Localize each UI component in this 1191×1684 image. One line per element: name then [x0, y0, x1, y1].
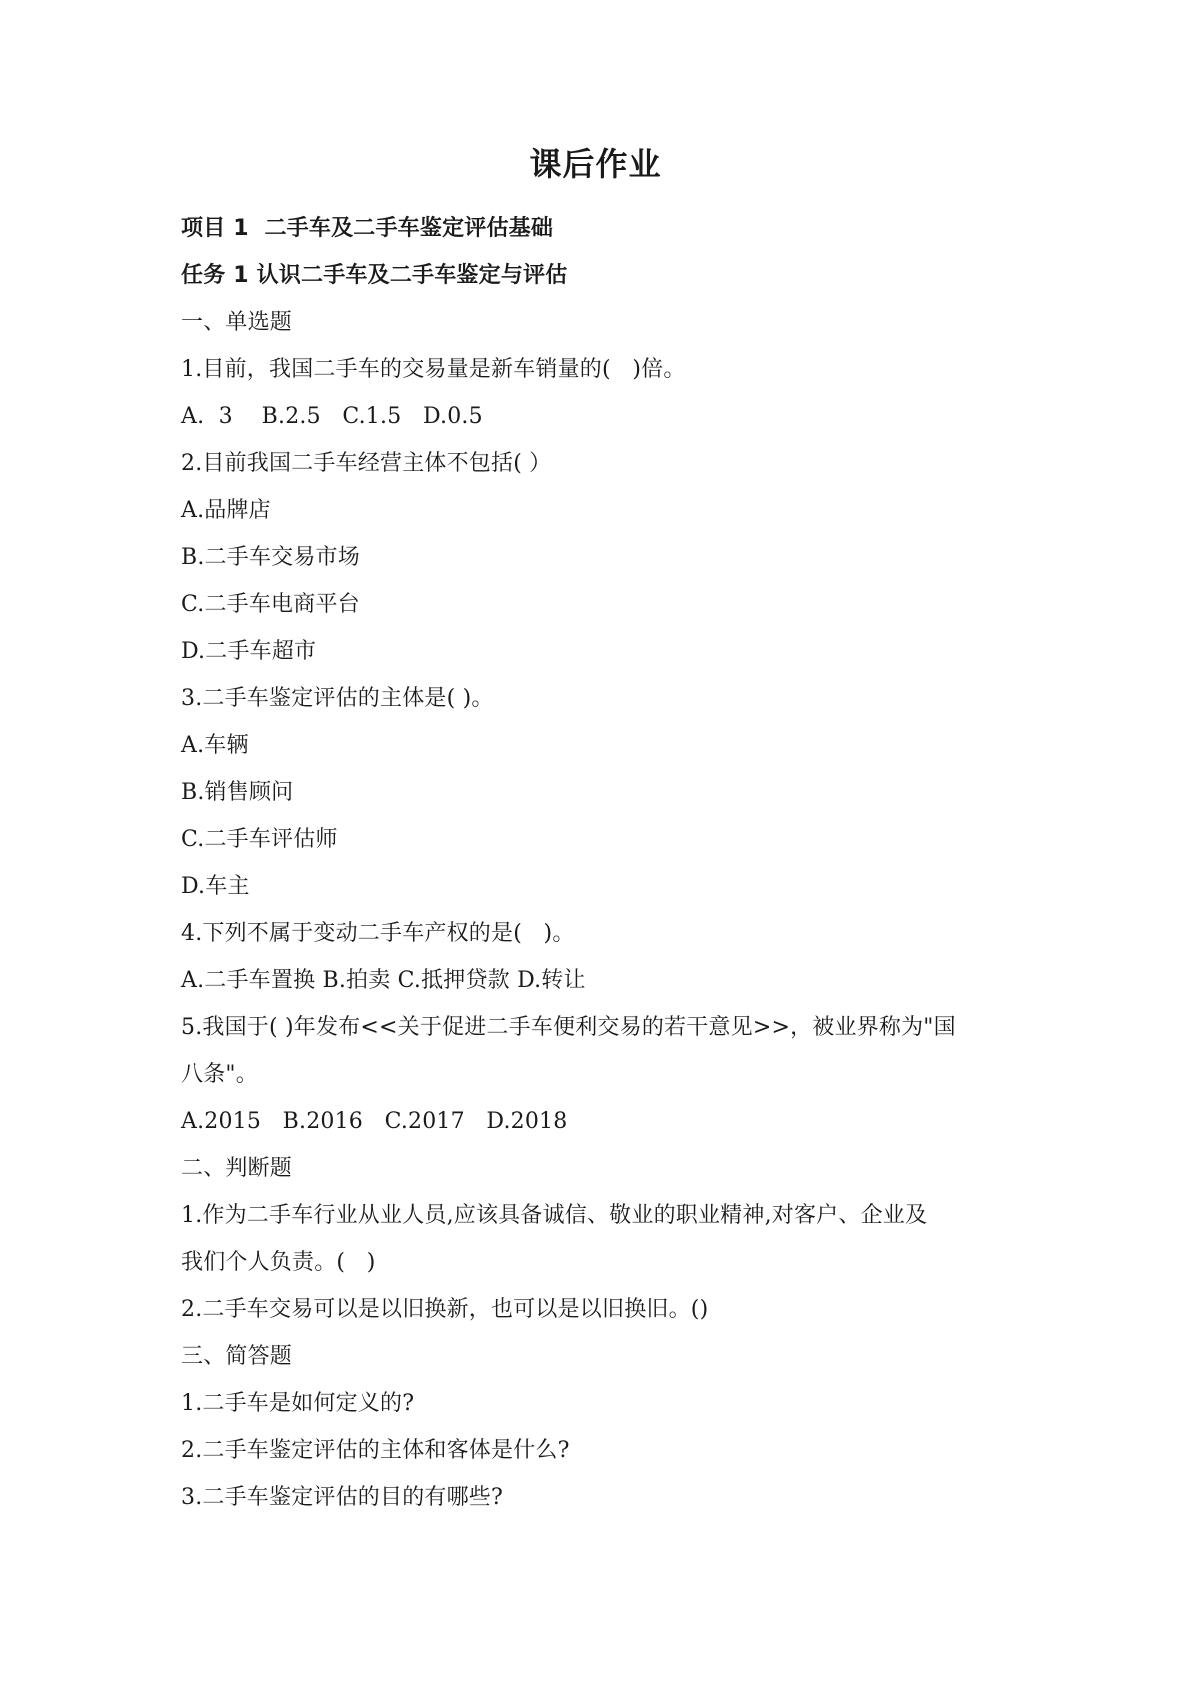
question-text-continued: 我们个人负责。( ) — [181, 1250, 376, 1275]
answer-option: A.车辆 — [181, 733, 249, 758]
document-body — [181, 205, 1011, 1521]
answer-options: A.2015 B.2016 C.2017 D.2018 — [181, 1109, 568, 1134]
answer-options: A.二手车置换 B.拍卖 C.抵押贷款 D.转让 — [181, 968, 586, 993]
question-text: 1.作为二手车行业从业人员,应该具备诚信、敬业的职业精神,对客户、企业及 — [181, 1203, 928, 1228]
answer-option: C.二手车评估师 — [181, 827, 338, 852]
question-text: 2.目前我国二手车经营主体不包括( ） — [181, 451, 552, 476]
question-text: 1.目前，我国二手车的交易量是新车销量的( )倍。 — [181, 357, 686, 382]
answer-option: B.销售顾问 — [181, 780, 294, 805]
question-text: 2.二手车交易可以是以旧换新，也可以是以旧换旧。() — [181, 1297, 709, 1322]
question-text-continued: 八条"。 — [181, 1062, 258, 1087]
section-heading-true-false: 二、判断题 — [181, 1156, 293, 1181]
task-heading: 任务 1 认识二手车及二手车鉴定与评估 — [181, 263, 568, 288]
answer-option: D.车主 — [181, 874, 250, 899]
question-text: 1.二手车是如何定义的? — [181, 1391, 415, 1416]
answer-option: C.二手车电商平台 — [181, 592, 360, 617]
question-text: 4.下列不属于变动二手车产权的是( )。 — [181, 921, 575, 946]
document-title: 课后作业 — [529, 145, 662, 183]
answer-option: B.二手车交易市场 — [181, 545, 360, 570]
question-text: 3.二手车鉴定评估的主体是( )。 — [181, 686, 494, 711]
question-text: 2.二手车鉴定评估的主体和客体是什么? — [181, 1438, 570, 1463]
answer-options: A. 3 B.2.5 C.1.5 D.0.5 — [181, 404, 483, 429]
answer-option: A.品牌店 — [181, 498, 271, 523]
project-heading: 项目 1 二手车及二手车鉴定评估基础 — [181, 216, 554, 241]
section-heading-single-choice: 一、单选题 — [181, 310, 293, 335]
answer-option: D.二手车超市 — [181, 639, 317, 664]
question-text: 3.二手车鉴定评估的目的有哪些? — [181, 1485, 503, 1510]
question-text: 5.我国于( )年发布<<关于促进二手车便利交易的若干意见>>，被业界称为"国 — [181, 1015, 956, 1040]
section-heading-short-answer: 三、简答题 — [181, 1344, 293, 1369]
